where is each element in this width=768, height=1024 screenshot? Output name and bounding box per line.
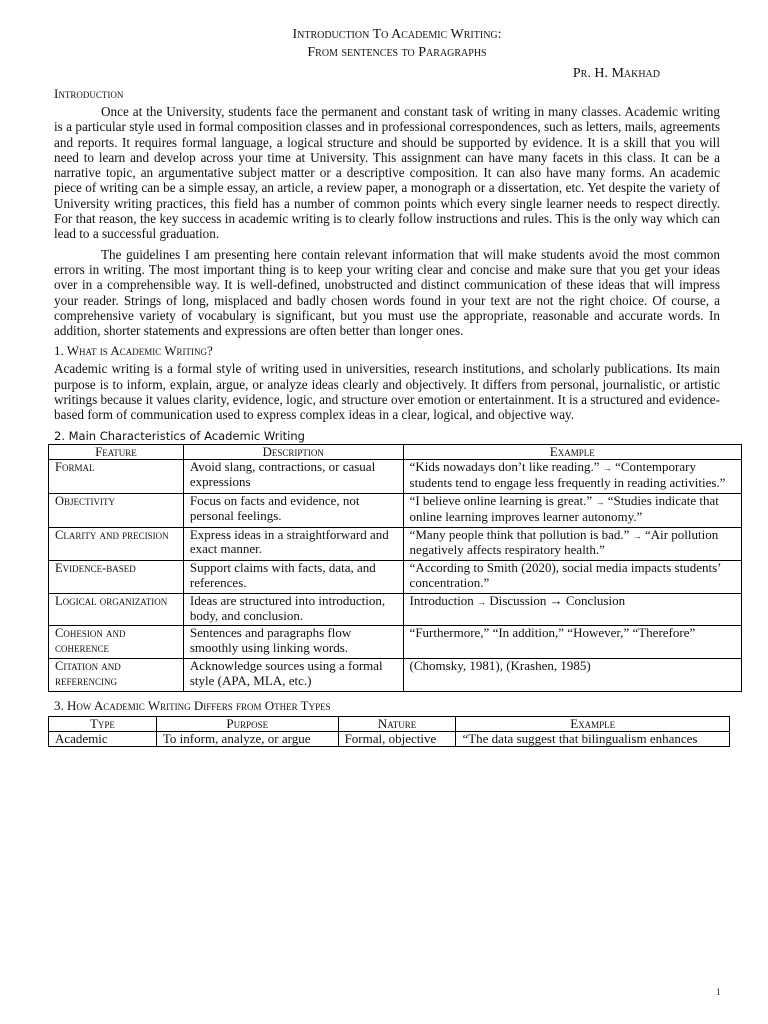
example-before: “I believe online learning is great.”: [409, 493, 593, 509]
feature-cell: Formal: [49, 460, 184, 494]
example-before: Introduction: [409, 592, 474, 608]
header-nature: Nature: [338, 716, 456, 731]
table-row: [49, 659, 742, 692]
example-before: “Kids nowadays don’t like reading.”: [409, 459, 600, 475]
section-1-paragraph: Academic writing is a formal style of writing used in universities, research institutions, and scholarly publications. Its main purpose is to inform, explain, argue, or analyze ideas clearly and objectively. It differs from personal, journalistic, or artistic writings because it values clarity, evidence, logic, and structure over emotion or entertainment. It is a structured and evidence-based form of communication used to express complex ideas in a clear, logical, and objective way.: [54, 361, 720, 423]
example-cell: [403, 527, 741, 561]
description-cell: Express ideas in a straightforward and exact manner.: [183, 527, 403, 561]
feature-cell: Objectivity: [49, 494, 184, 528]
example-before: “Furthermore,” “In addition,” “However,” “Therefore”: [409, 625, 696, 641]
intro-heading: Introduction: [54, 86, 124, 101]
type-cell: Academic: [49, 731, 157, 746]
title-line-2: From sentences to Paragraphs: [307, 45, 487, 60]
intro-paragraph-2: The guidelines I am presenting here contain relevant information that will make students avoid the most common errors in writing. The most important thing is to keep your writing clear and concise and make sure that you get your ideas over in a comprehensible way. It is well-defined, unobstructed and distinct communication of these ideas that will impress your reader. Strings of long, misplaced and badly chosen words found in your text are not the right choice. Of course, a comprehensive variety of vocabulary is significant, but you must use the appropriate, reasonable and accurate words. In addition, shorter statements and expressions are often better than longer ones.: [54, 246, 720, 339]
feature-cell: Cohesion and coherence: [49, 626, 184, 659]
example-cell: “The data suggest that bilingualism enhances: [456, 731, 730, 746]
types-table: [48, 716, 730, 747]
table-row: [49, 626, 742, 659]
example-before: “According to Smith (2020), social media impacts students’ concentration.”: [409, 560, 721, 591]
intro-paragraph-1: Once at the University, students face the permanent and constant task of writing in many classes. Academic writing is a particular style used in formal composition classes and in professional correspondences, such as letters, mails, agreements and reports. It requires formal language, a logical structure and should be supported by evidence. It is a skill that you will need to learn and develop across your time at University. This assignment can have many facets in this class. It can be a narrative topic, an argumentative subject matter or a descriptive composition. It can also have many forms. An academic piece of writing can be a simple essay, an article, a review paper, a monograph or a dissertation, etc. Yet despite the variety of University writing practices, this field has a number of common points which every single learner needs to respect directly. For that reason, the key success in academic writing is to clearly follow instructions and rules. This is the only way which can lead to a successful graduation.: [54, 104, 720, 242]
description-cell: Focus on facts and evidence, not personal feelings.: [183, 494, 403, 528]
description-cell: Acknowledge sources using a formal style (APA, MLA, etc.): [183, 659, 403, 692]
title-line-1: Introduction To Academic Writing:: [292, 27, 502, 42]
example-before: (Chomsky, 1981), (Krashen, 1985): [409, 658, 591, 673]
feature-cell: Clarity and precision: [49, 527, 184, 561]
example-before: “Many people think that pollution is bad.”: [409, 526, 630, 542]
characteristics-table: [48, 444, 742, 692]
example-cell: [403, 593, 741, 626]
purpose-cell: To inform, analyze, or argue: [156, 731, 338, 746]
example-cell: [403, 659, 741, 692]
author-line: Pr. H. Makhad: [572, 66, 660, 81]
example-cell: [403, 561, 741, 594]
feature-cell: Citation and referencing: [49, 659, 184, 692]
example-after: “Air pollution negatively affects respiratory health.”: [409, 526, 719, 558]
example-cell: [403, 460, 741, 494]
document-title: [74, 26, 720, 62]
table-row: [49, 494, 742, 528]
table-row: [49, 731, 730, 746]
arrow-icon: →: [595, 497, 605, 508]
header-example: Example: [403, 444, 741, 460]
nature-cell: Formal, objective: [338, 731, 456, 746]
feature-cell: Evidence-based: [49, 561, 184, 594]
arrow-icon: →: [602, 463, 612, 474]
table-row: [49, 460, 742, 494]
example-after: Discussion → Conclusion: [489, 592, 626, 608]
section-3-heading: 3. How Academic Writing Differs from Other Types: [54, 697, 331, 713]
description-cell: Support claims with facts, data, and references.: [183, 561, 403, 594]
arrow-icon: →: [632, 530, 642, 541]
header-type: Type: [49, 716, 157, 731]
section-1-heading: 1. What is Academic Writing?: [54, 343, 213, 359]
header-purpose: Purpose: [156, 716, 338, 731]
arrow-icon: →: [477, 596, 487, 607]
example-cell: [403, 626, 741, 659]
description-cell: Sentences and paragraphs flow smoothly using linking words.: [183, 626, 403, 659]
table-row: [49, 593, 742, 626]
example-after: “Studies indicate that online learning improves learner autonomy.”: [409, 493, 719, 524]
section-2-heading: 2. Main Characteristics of Academic Writing: [54, 428, 305, 443]
header-example: Example: [456, 716, 730, 731]
table-row: [49, 527, 742, 561]
table-header-row: [49, 716, 730, 731]
header-feature: Feature: [49, 444, 184, 460]
feature-cell: Logical organization: [49, 593, 184, 626]
example-cell: [403, 494, 741, 528]
description-cell: Ideas are structured into introduction, body, and conclusion.: [183, 593, 403, 626]
page-number: 1: [716, 987, 721, 997]
example-after: “Contemporary students tend to engage less frequently in reading activities.”: [409, 459, 726, 491]
table-header-row: [49, 444, 742, 460]
document-page: [54, 26, 726, 747]
header-description: Description: [183, 444, 403, 460]
table-row: [49, 561, 742, 594]
description-cell: Avoid slang, contractions, or casual expressions: [183, 460, 403, 494]
